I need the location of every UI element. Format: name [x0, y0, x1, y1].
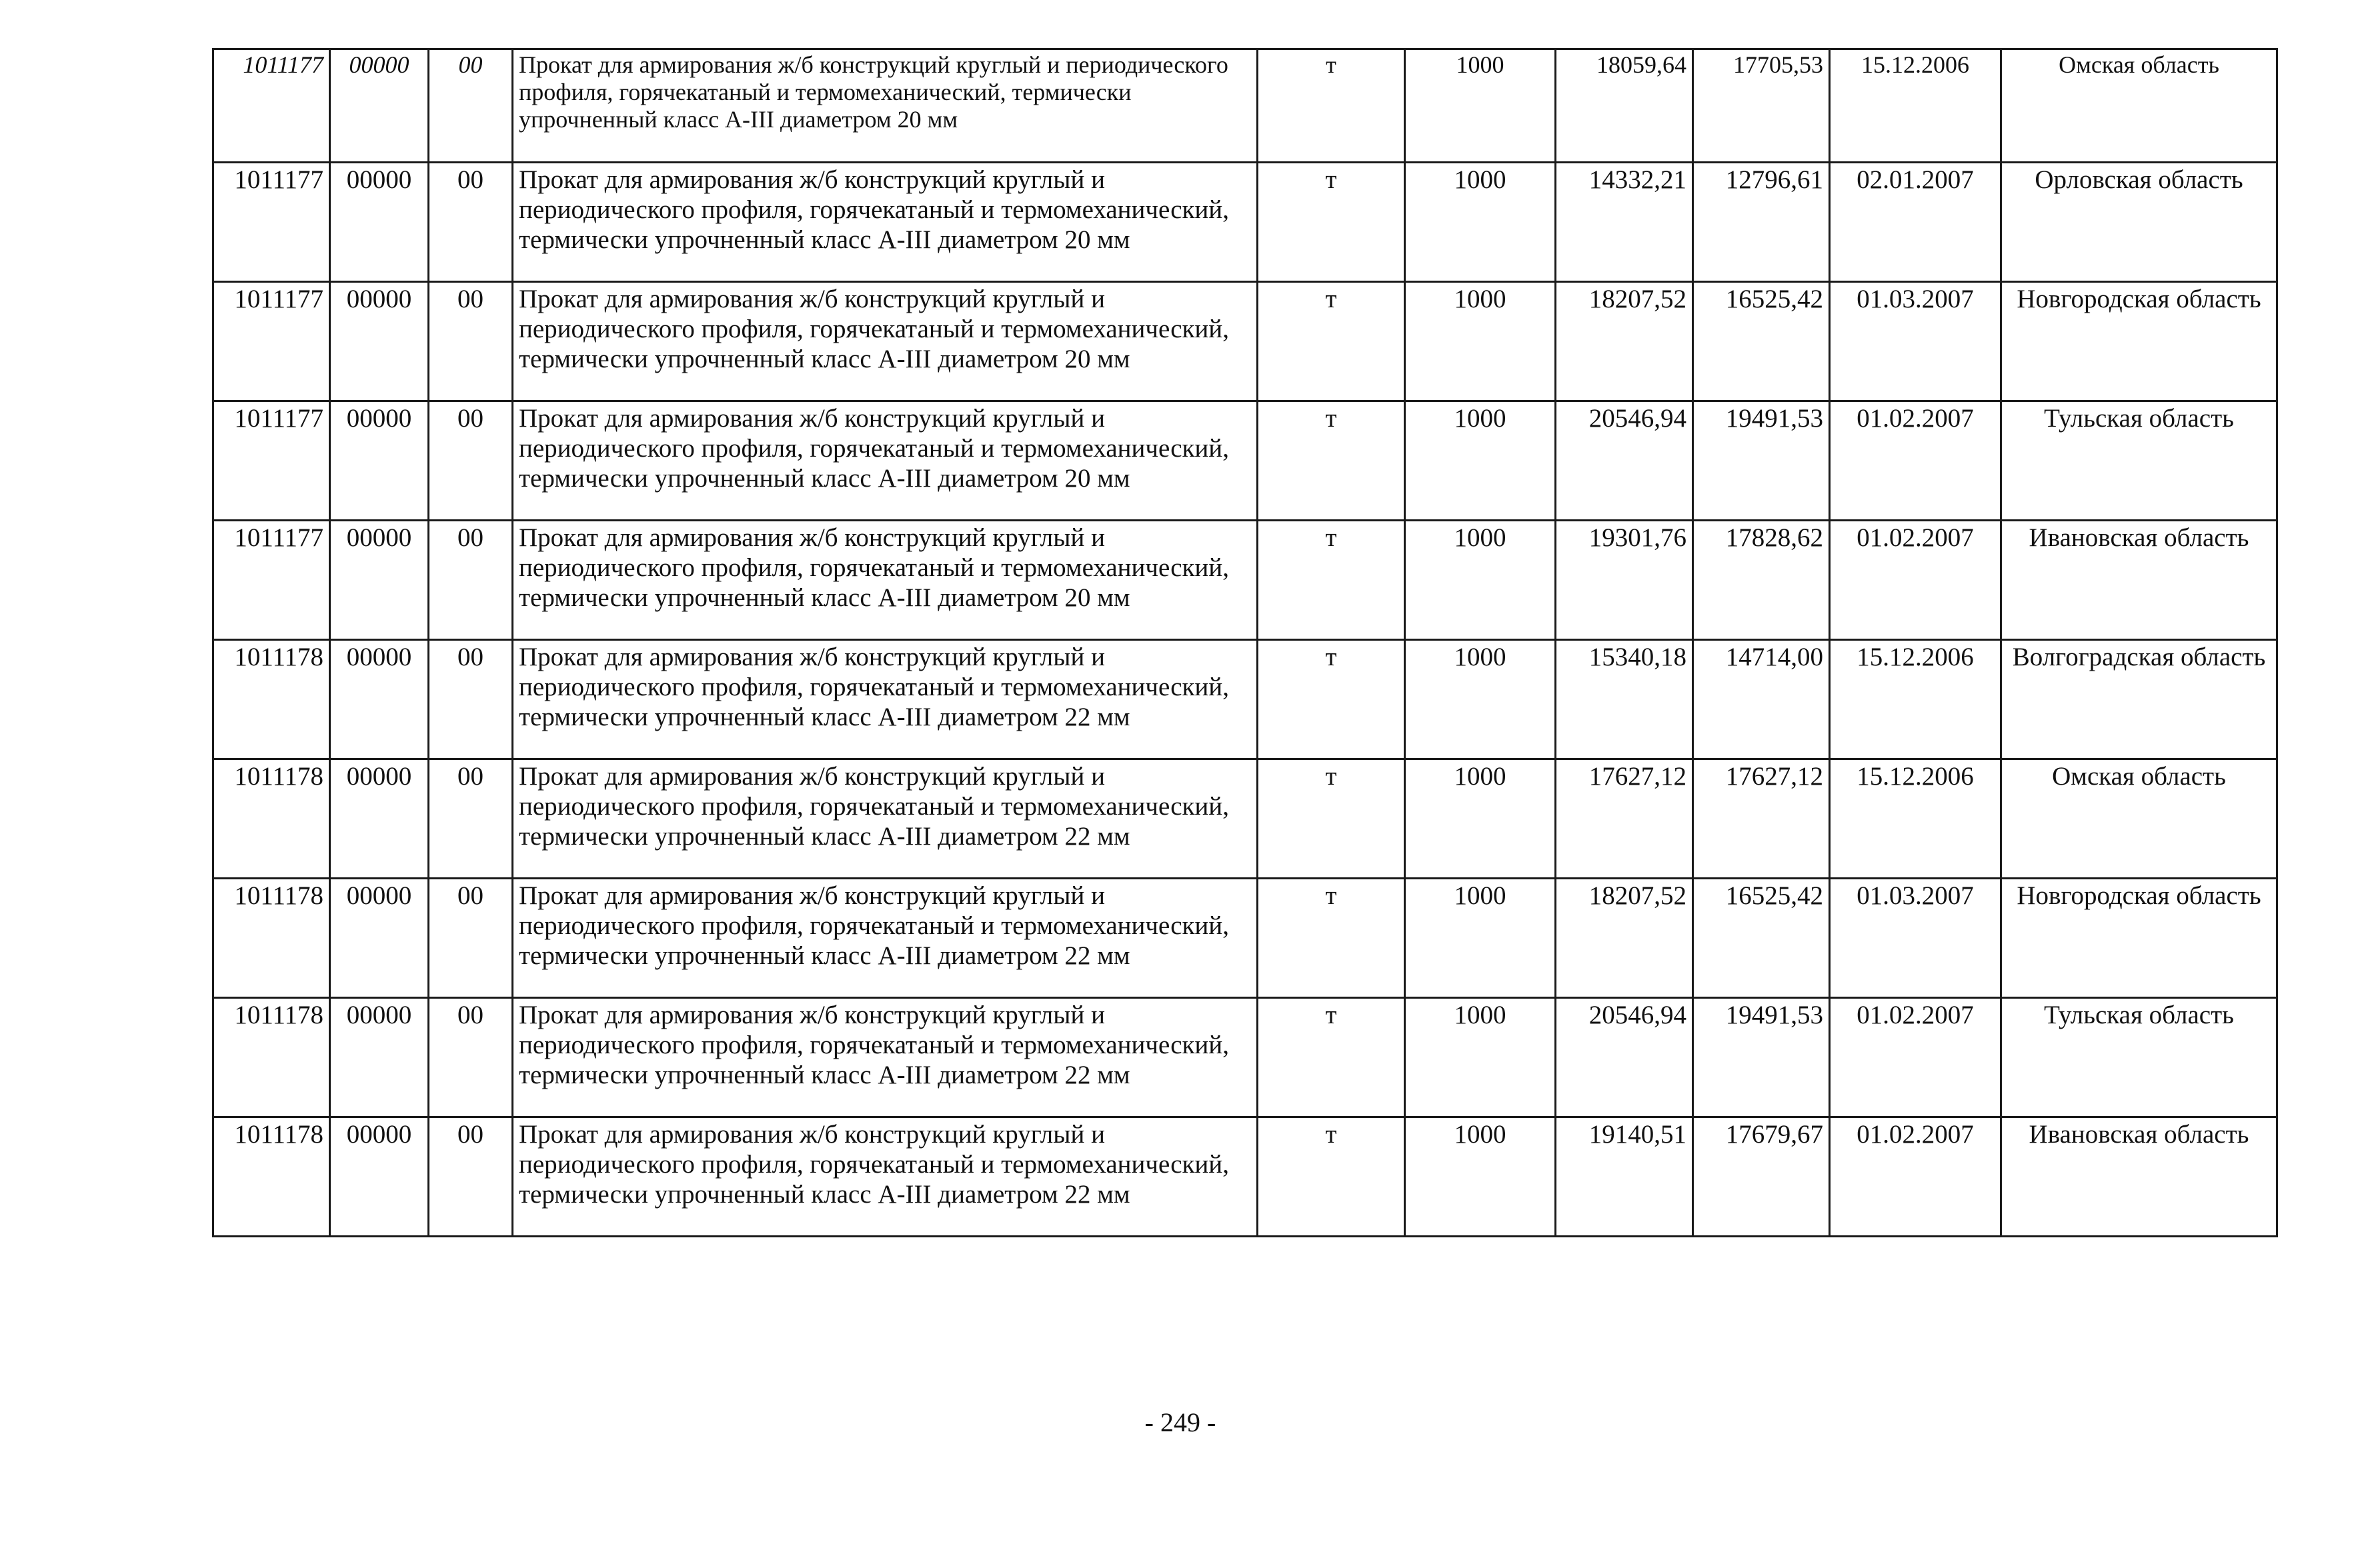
- price-cell: 19140,51: [1556, 1117, 1693, 1237]
- unit-cell: т: [1258, 282, 1405, 401]
- suffix-cell: 00: [429, 521, 513, 640]
- unit-cell: т: [1258, 640, 1405, 759]
- date-cell: 15.12.2006: [1830, 759, 2001, 879]
- quantity-cell: 1000: [1405, 163, 1556, 282]
- date-cell: 15.12.2006: [1830, 49, 2001, 163]
- quantity-cell: 1000: [1405, 879, 1556, 998]
- code-cell: 1011178: [213, 998, 330, 1117]
- description-cell: Прокат для армирования ж/б конструкций круглый и периодического профиля, горячекатаный и термомеханический, термически упрочненный класс A-III диаметром 22 мм: [513, 879, 1258, 998]
- region-cell: Орловская область: [2001, 163, 2277, 282]
- quantity-cell: 1000: [1405, 998, 1556, 1117]
- date-cell: 01.03.2007: [1830, 879, 2001, 998]
- region-cell: Тульская область: [2001, 401, 2277, 521]
- unit-cell: т: [1258, 49, 1405, 163]
- date-cell: 01.03.2007: [1830, 282, 2001, 401]
- subcode-cell: 00000: [330, 49, 429, 163]
- subcode-cell: 00000: [330, 1117, 429, 1237]
- table-row: [213, 282, 2277, 401]
- description-cell: Прокат для армирования ж/б конструкций круглый и периодического профиля, горячекатаный и термомеханический, термически упрочненный класс A-III диаметром 20 мм: [513, 163, 1258, 282]
- unit-cell: т: [1258, 401, 1405, 521]
- price-excl-vat-cell: 17679,67: [1693, 1117, 1830, 1237]
- price-cell: 19301,76: [1556, 521, 1693, 640]
- subcode-cell: 00000: [330, 282, 429, 401]
- unit-cell: т: [1258, 998, 1405, 1117]
- suffix-cell: 00: [429, 282, 513, 401]
- code-cell: 1011178: [213, 879, 330, 998]
- price-excl-vat-cell: 17828,62: [1693, 521, 1830, 640]
- unit-cell: т: [1258, 1117, 1405, 1237]
- date-cell: 02.01.2007: [1830, 163, 2001, 282]
- subcode-cell: 00000: [330, 998, 429, 1117]
- subcode-cell: 00000: [330, 521, 429, 640]
- suffix-cell: 00: [429, 998, 513, 1117]
- table-row: [213, 521, 2277, 640]
- code-cell: 1011177: [213, 282, 330, 401]
- price-cell: 18059,64: [1556, 49, 1693, 163]
- quantity-cell: 1000: [1405, 521, 1556, 640]
- code-cell: 1011177: [213, 521, 330, 640]
- table-row: [213, 1117, 2277, 1237]
- code-cell: 1011177: [213, 163, 330, 282]
- price-cell: 15340,18: [1556, 640, 1693, 759]
- quantity-cell: 1000: [1405, 1117, 1556, 1237]
- table-row: [213, 401, 2277, 521]
- code-cell: 1011178: [213, 1117, 330, 1237]
- price-excl-vat-cell: 14714,00: [1693, 640, 1830, 759]
- price-table: [212, 48, 2278, 1237]
- table-row: [213, 163, 2277, 282]
- quantity-cell: 1000: [1405, 49, 1556, 163]
- suffix-cell: 00: [429, 1117, 513, 1237]
- unit-cell: т: [1258, 759, 1405, 879]
- quantity-cell: 1000: [1405, 640, 1556, 759]
- suffix-cell: 00: [429, 759, 513, 879]
- table-row: [213, 759, 2277, 879]
- subcode-cell: 00000: [330, 759, 429, 879]
- quantity-cell: 1000: [1405, 759, 1556, 879]
- subcode-cell: 00000: [330, 163, 429, 282]
- region-cell: Омская область: [2001, 759, 2277, 879]
- subcode-cell: 00000: [330, 879, 429, 998]
- price-excl-vat-cell: 17627,12: [1693, 759, 1830, 879]
- quantity-cell: 1000: [1405, 401, 1556, 521]
- price-excl-vat-cell: 16525,42: [1693, 282, 1830, 401]
- date-cell: 01.02.2007: [1830, 998, 2001, 1117]
- subcode-cell: 00000: [330, 401, 429, 521]
- price-cell: 17627,12: [1556, 759, 1693, 879]
- suffix-cell: 00: [429, 879, 513, 998]
- unit-cell: т: [1258, 163, 1405, 282]
- region-cell: Ивановская область: [2001, 1117, 2277, 1237]
- description-cell: Прокат для армирования ж/б конструкций круглый и периодического профиля, горячекатаный и термомеханический, термически упрочненный класс A-III диаметром 22 мм: [513, 1117, 1258, 1237]
- description-cell: Прокат для армирования ж/б конструкций круглый и периодического профиля, горячекатаный и термомеханический, термически упрочненный класс A-III диаметром 22 мм: [513, 759, 1258, 879]
- code-cell: 1011177: [213, 401, 330, 521]
- region-cell: Ивановская область: [2001, 521, 2277, 640]
- region-cell: Волгоградская область: [2001, 640, 2277, 759]
- description-cell: Прокат для армирования ж/б конструкций круглый и периодического профиля, горячекатаный и термомеханический, термически упрочненный класс A-III диаметром 22 мм: [513, 998, 1258, 1117]
- region-cell: Омская область: [2001, 49, 2277, 163]
- price-excl-vat-cell: 17705,53: [1693, 49, 1830, 163]
- price-cell: 20546,94: [1556, 401, 1693, 521]
- price-cell: 20546,94: [1556, 998, 1693, 1117]
- description-cell: Прокат для армирования ж/б конструкций круглый и периодического профиля, горячекатаный и термомеханический, термически упрочненный класс A-III диаметром 20 мм: [513, 521, 1258, 640]
- region-cell: Новгородская область: [2001, 282, 2277, 401]
- date-cell: 01.02.2007: [1830, 401, 2001, 521]
- suffix-cell: 00: [429, 163, 513, 282]
- table-row: [213, 640, 2277, 759]
- description-cell: Прокат для армирования ж/б конструкций круглый и периодического профиля, горячекатаный и термомеханический, термически упрочненный класс A-III диаметром 20 мм: [513, 49, 1258, 163]
- price-excl-vat-cell: 19491,53: [1693, 401, 1830, 521]
- table-row: [213, 998, 2277, 1117]
- date-cell: 15.12.2006: [1830, 640, 2001, 759]
- table-row: [213, 879, 2277, 998]
- price-cell: 14332,21: [1556, 163, 1693, 282]
- date-cell: 01.02.2007: [1830, 1117, 2001, 1237]
- quantity-cell: 1000: [1405, 282, 1556, 401]
- description-cell: Прокат для армирования ж/б конструкций круглый и периодического профиля, горячекатаный и термомеханический, термически упрочненный класс A-III диаметром 20 мм: [513, 282, 1258, 401]
- suffix-cell: 00: [429, 401, 513, 521]
- description-cell: Прокат для армирования ж/б конструкций круглый и периодического профиля, горячекатаный и термомеханический, термически упрочненный класс A-III диаметром 22 мм: [513, 640, 1258, 759]
- price-excl-vat-cell: 16525,42: [1693, 879, 1830, 998]
- region-cell: Новгородская область: [2001, 879, 2277, 998]
- code-cell: 1011178: [213, 759, 330, 879]
- unit-cell: т: [1258, 879, 1405, 998]
- date-cell: 01.02.2007: [1830, 521, 2001, 640]
- suffix-cell: 00: [429, 640, 513, 759]
- page-number: - 249 -: [1144, 1407, 1216, 1437]
- unit-cell: т: [1258, 521, 1405, 640]
- price-cell: 18207,52: [1556, 282, 1693, 401]
- code-cell: 1011177: [213, 49, 330, 163]
- region-cell: Тульская область: [2001, 998, 2277, 1117]
- description-cell: Прокат для армирования ж/б конструкций круглый и периодического профиля, горячекатаный и термомеханический, термически упрочненный класс A-III диаметром 20 мм: [513, 401, 1258, 521]
- table-row: [213, 49, 2277, 163]
- price-cell: 18207,52: [1556, 879, 1693, 998]
- price-excl-vat-cell: 12796,61: [1693, 163, 1830, 282]
- suffix-cell: 00: [429, 49, 513, 163]
- code-cell: 1011178: [213, 640, 330, 759]
- subcode-cell: 00000: [330, 640, 429, 759]
- price-excl-vat-cell: 19491,53: [1693, 998, 1830, 1117]
